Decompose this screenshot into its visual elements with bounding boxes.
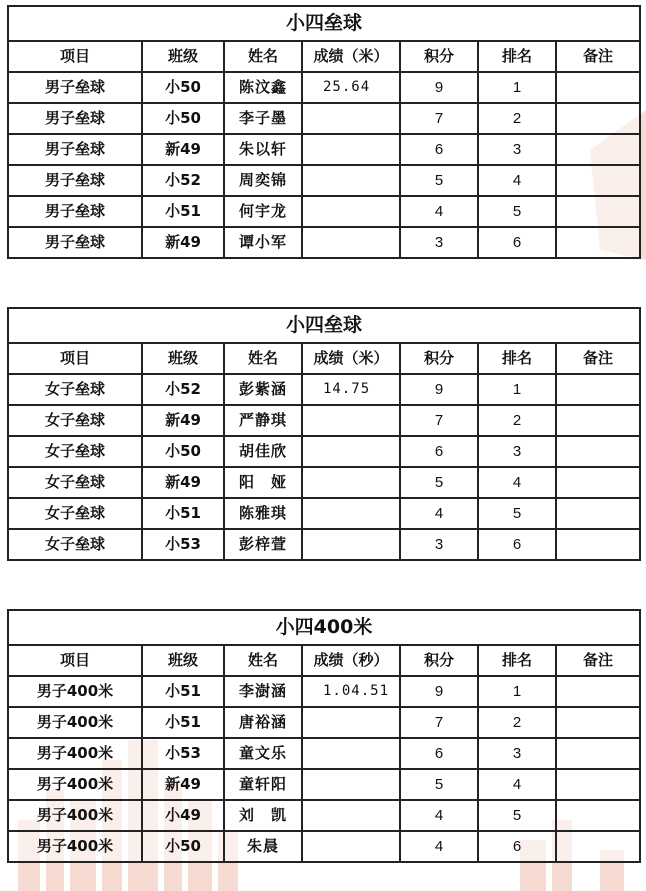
header-class: 班级: [142, 41, 224, 72]
cell-result: [302, 529, 400, 560]
cell-name: 陈雅琪: [224, 498, 302, 529]
cell-points: 4: [400, 196, 478, 227]
cell-note: [556, 738, 640, 769]
cell-name: 李子墨: [224, 103, 302, 134]
table-title: 小四垒球: [8, 308, 640, 343]
header-event: 项目: [8, 645, 142, 676]
header-points: 积分: [400, 645, 478, 676]
cell-name: 周奕锦: [224, 165, 302, 196]
cell-points: 5: [400, 467, 478, 498]
table-row: [8, 529, 640, 560]
cell-rank: 1: [478, 374, 556, 405]
cell-event: 女子垒球: [8, 529, 142, 560]
cell-event: 女子垒球: [8, 467, 142, 498]
cell-class: 新49: [142, 467, 224, 498]
table-row: [8, 436, 640, 467]
table-row: [8, 707, 640, 738]
table-400m-boys: [7, 609, 639, 863]
cell-class: 小52: [142, 374, 224, 405]
cell-result: [302, 227, 400, 258]
cell-points: 6: [400, 134, 478, 165]
table-row: [8, 374, 640, 405]
cell-points: 7: [400, 707, 478, 738]
header-name: 姓名: [224, 41, 302, 72]
cell-name: 胡佳欣: [224, 436, 302, 467]
cell-event: 男子垒球: [8, 72, 142, 103]
cell-class: 新49: [142, 405, 224, 436]
cell-result: [302, 165, 400, 196]
cell-note: [556, 134, 640, 165]
header-points: 积分: [400, 41, 478, 72]
cell-points: 9: [400, 374, 478, 405]
cell-event: 女子垒球: [8, 405, 142, 436]
header-result: 成绩（秒）: [302, 645, 400, 676]
cell-rank: 6: [478, 529, 556, 560]
table-row: [8, 165, 640, 196]
cell-points: 4: [400, 800, 478, 831]
cell-class: 小51: [142, 707, 224, 738]
cell-note: [556, 800, 640, 831]
cell-points: 4: [400, 831, 478, 862]
cell-result: [302, 196, 400, 227]
cell-rank: 3: [478, 134, 556, 165]
header-points: 积分: [400, 343, 478, 374]
cell-name: 童文乐: [224, 738, 302, 769]
cell-result: [302, 134, 400, 165]
cell-event: 男子400米: [8, 676, 142, 707]
cell-class: 小53: [142, 738, 224, 769]
table-row: [8, 498, 640, 529]
cell-event: 男子400米: [8, 831, 142, 862]
cell-class: 小50: [142, 831, 224, 862]
cell-event: 男子垒球: [8, 134, 142, 165]
cell-points: 7: [400, 405, 478, 436]
cell-result: [302, 707, 400, 738]
results-table: [7, 609, 641, 863]
cell-result: 14.75: [302, 374, 400, 405]
cell-result: [302, 800, 400, 831]
cell-rank: 5: [478, 498, 556, 529]
cell-event: 女子垒球: [8, 436, 142, 467]
cell-event: 男子垒球: [8, 227, 142, 258]
header-row: [8, 41, 640, 72]
cell-result: [302, 738, 400, 769]
cell-result: [302, 436, 400, 467]
header-event: 项目: [8, 343, 142, 374]
table-row: [8, 769, 640, 800]
cell-class: 小53: [142, 529, 224, 560]
cell-result: [302, 498, 400, 529]
cell-note: [556, 405, 640, 436]
cell-rank: 2: [478, 405, 556, 436]
cell-class: 小50: [142, 103, 224, 134]
cell-note: [556, 374, 640, 405]
cell-result: [302, 405, 400, 436]
cell-note: [556, 707, 640, 738]
cell-event: 女子垒球: [8, 498, 142, 529]
header-rank: 排名: [478, 343, 556, 374]
cell-name: 严静琪: [224, 405, 302, 436]
cell-name: 彭梓萱: [224, 529, 302, 560]
cell-rank: 6: [478, 831, 556, 862]
cell-class: 小50: [142, 436, 224, 467]
cell-points: 3: [400, 227, 478, 258]
table-row: [8, 405, 640, 436]
cell-class: 新49: [142, 134, 224, 165]
header-note: 备注: [556, 343, 640, 374]
cell-name: 朱晨: [224, 831, 302, 862]
cell-result: 1.04.51: [302, 676, 400, 707]
cell-name: 童轩阳: [224, 769, 302, 800]
header-row: [8, 343, 640, 374]
cell-note: [556, 196, 640, 227]
cell-class: 新49: [142, 769, 224, 800]
cell-event: 男子400米: [8, 707, 142, 738]
header-class: 班级: [142, 343, 224, 374]
cell-event: 男子垒球: [8, 103, 142, 134]
cell-rank: 1: [478, 676, 556, 707]
cell-event: 男子400米: [8, 800, 142, 831]
table-title: 小四垒球: [8, 6, 640, 41]
table-title: 小四400米: [8, 610, 640, 645]
cell-class: 小49: [142, 800, 224, 831]
cell-result: [302, 103, 400, 134]
table-row: [8, 134, 640, 165]
cell-event: 女子垒球: [8, 374, 142, 405]
header-rank: 排名: [478, 41, 556, 72]
cell-class: 小52: [142, 165, 224, 196]
cell-event: 男子垒球: [8, 165, 142, 196]
cell-name: 谭小军: [224, 227, 302, 258]
cell-points: 5: [400, 769, 478, 800]
results-table: [7, 307, 641, 561]
cell-rank: 3: [478, 738, 556, 769]
cell-rank: 4: [478, 467, 556, 498]
table-row: [8, 103, 640, 134]
results-table: [7, 5, 641, 259]
cell-points: 7: [400, 103, 478, 134]
cell-name: 何宇龙: [224, 196, 302, 227]
header-rank: 排名: [478, 645, 556, 676]
cell-note: [556, 165, 640, 196]
table-row: [8, 196, 640, 227]
cell-points: 4: [400, 498, 478, 529]
header-class: 班级: [142, 645, 224, 676]
table-softball-girls: [7, 307, 639, 561]
table-row: [8, 738, 640, 769]
cell-points: 3: [400, 529, 478, 560]
cell-rank: 4: [478, 165, 556, 196]
cell-class: 小51: [142, 676, 224, 707]
header-event: 项目: [8, 41, 142, 72]
cell-note: [556, 831, 640, 862]
cell-note: [556, 103, 640, 134]
cell-name: 陈汶鑫: [224, 72, 302, 103]
cell-points: 5: [400, 165, 478, 196]
cell-rank: 5: [478, 196, 556, 227]
header-note: 备注: [556, 41, 640, 72]
cell-class: 小50: [142, 72, 224, 103]
header-result: 成绩（米）: [302, 343, 400, 374]
cell-class: 小51: [142, 498, 224, 529]
cell-result: [302, 467, 400, 498]
table-row: [8, 831, 640, 862]
cell-rank: 2: [478, 103, 556, 134]
table-softball-boys: [7, 5, 639, 259]
cell-event: 男子垒球: [8, 196, 142, 227]
header-result: 成绩（米）: [302, 41, 400, 72]
table-row: [8, 800, 640, 831]
cell-note: [556, 467, 640, 498]
header-name: 姓名: [224, 645, 302, 676]
cell-points: 6: [400, 738, 478, 769]
cell-rank: 6: [478, 227, 556, 258]
cell-note: [556, 676, 640, 707]
cell-points: 9: [400, 72, 478, 103]
cell-rank: 2: [478, 707, 556, 738]
table-row: [8, 72, 640, 103]
cell-event: 男子400米: [8, 769, 142, 800]
header-row: [8, 645, 640, 676]
cell-class: 新49: [142, 227, 224, 258]
cell-event: 男子400米: [8, 738, 142, 769]
cell-rank: 3: [478, 436, 556, 467]
header-name: 姓名: [224, 343, 302, 374]
cell-note: [556, 227, 640, 258]
cell-name: 唐裕涵: [224, 707, 302, 738]
cell-note: [556, 769, 640, 800]
header-note: 备注: [556, 645, 640, 676]
cell-note: [556, 72, 640, 103]
table-row: [8, 676, 640, 707]
cell-points: 6: [400, 436, 478, 467]
cell-result: [302, 831, 400, 862]
cell-note: [556, 436, 640, 467]
cell-result: 25.64: [302, 72, 400, 103]
table-row: [8, 467, 640, 498]
cell-rank: 1: [478, 72, 556, 103]
cell-class: 小51: [142, 196, 224, 227]
cell-name: 刘 凯: [224, 800, 302, 831]
cell-result: [302, 769, 400, 800]
cell-name: 彭紫涵: [224, 374, 302, 405]
cell-note: [556, 529, 640, 560]
cell-rank: 5: [478, 800, 556, 831]
cell-name: 阳 娅: [224, 467, 302, 498]
cell-note: [556, 498, 640, 529]
cell-points: 9: [400, 676, 478, 707]
cell-name: 李澍涵: [224, 676, 302, 707]
cell-name: 朱以轩: [224, 134, 302, 165]
table-row: [8, 227, 640, 258]
cell-rank: 4: [478, 769, 556, 800]
